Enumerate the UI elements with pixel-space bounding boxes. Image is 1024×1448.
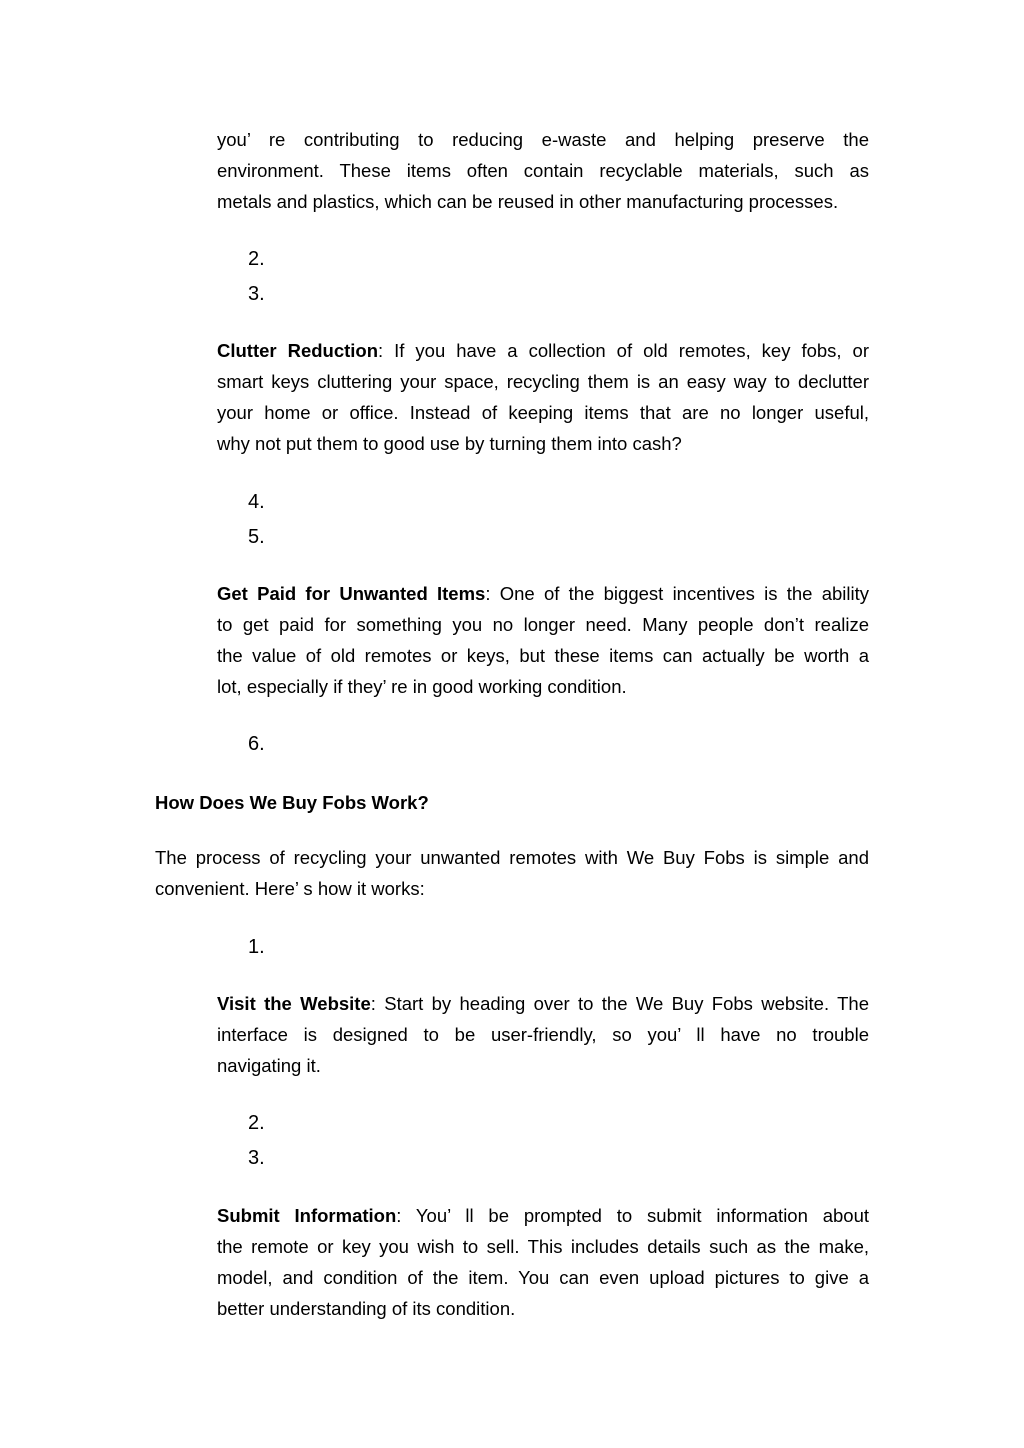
paragraph-line: better understanding of its condition.	[217, 1298, 516, 1319]
list-number: 4.	[248, 491, 265, 513]
paragraph-line: smart keys cluttering your space, recycling them is an easy way to declutter	[217, 371, 869, 392]
paragraph-line: interface is designed to be user-friendly, so you’ ll have no trouble	[217, 1024, 869, 1045]
submit-information-paragraph	[217, 1200, 869, 1324]
paragraph-line	[217, 988, 869, 1019]
paragraph-line: The process of recycling your unwanted remotes with We Buy Fobs is simple and	[155, 847, 869, 868]
list-number: 1.	[248, 936, 265, 958]
paragraph-line: lot, especially if they’ re in good working condition.	[217, 676, 627, 697]
paragraph-text: : If you have a collection of old remotes, key fobs, or	[378, 340, 869, 361]
paragraph-text: : You’ ll be prompted to submit information about	[396, 1205, 869, 1226]
list-number: 3.	[248, 283, 265, 305]
paragraph-line: why not put them to good use by turning them into cash?	[217, 433, 682, 454]
intro-paragraph	[217, 124, 869, 217]
paragraph-line	[217, 578, 869, 609]
paragraph-line: the value of old remotes or keys, but these items can actually be worth a	[217, 645, 869, 666]
paragraph-line: navigating it.	[217, 1055, 321, 1076]
paragraph-line: to get paid for something you no longer need. Many people don’t realize	[217, 614, 869, 635]
paragraph-line: the remote or key you wish to sell. This includes details such as the make,	[217, 1236, 869, 1257]
paragraph-line	[217, 1200, 869, 1231]
paragraph-line: environment. These items often contain recyclable materials, such as	[217, 160, 869, 181]
term-label: Clutter Reduction	[217, 340, 379, 361]
list-number: 2.	[248, 1112, 265, 1134]
paragraph-text: : Start by heading over to the We Buy Fobs website. The	[370, 993, 869, 1014]
list-number: 5.	[248, 526, 265, 548]
list-number: 6.	[248, 733, 265, 755]
clutter-reduction-paragraph	[217, 335, 869, 459]
paragraph-line: your home or office. Instead of keeping items that are no longer useful,	[217, 402, 869, 423]
paragraph-text: : One of the biggest incentives is the ability	[485, 583, 869, 604]
visit-website-paragraph	[217, 988, 869, 1081]
paragraph-line: convenient. Here’ s how it works:	[155, 878, 425, 899]
term-label: Visit the Website	[217, 993, 371, 1014]
paragraph-line: metals and plastics, which can be reused in other manufacturing processes.	[217, 191, 839, 212]
list-number: 3.	[248, 1147, 265, 1169]
term-label: Submit Information	[217, 1205, 397, 1226]
process-paragraph	[155, 842, 869, 904]
paragraph-line: model, and condition of the item. You can even upload pictures to give a	[217, 1267, 869, 1288]
get-paid-paragraph	[217, 578, 869, 702]
term-label: Get Paid for Unwanted Items	[217, 583, 486, 604]
paragraph-line	[217, 335, 869, 366]
section-heading: How Does We Buy Fobs Work?	[155, 792, 429, 813]
list-number: 2.	[248, 248, 265, 270]
paragraph-line: you’ re contributing to reducing e-waste and helping preserve the	[217, 129, 869, 150]
